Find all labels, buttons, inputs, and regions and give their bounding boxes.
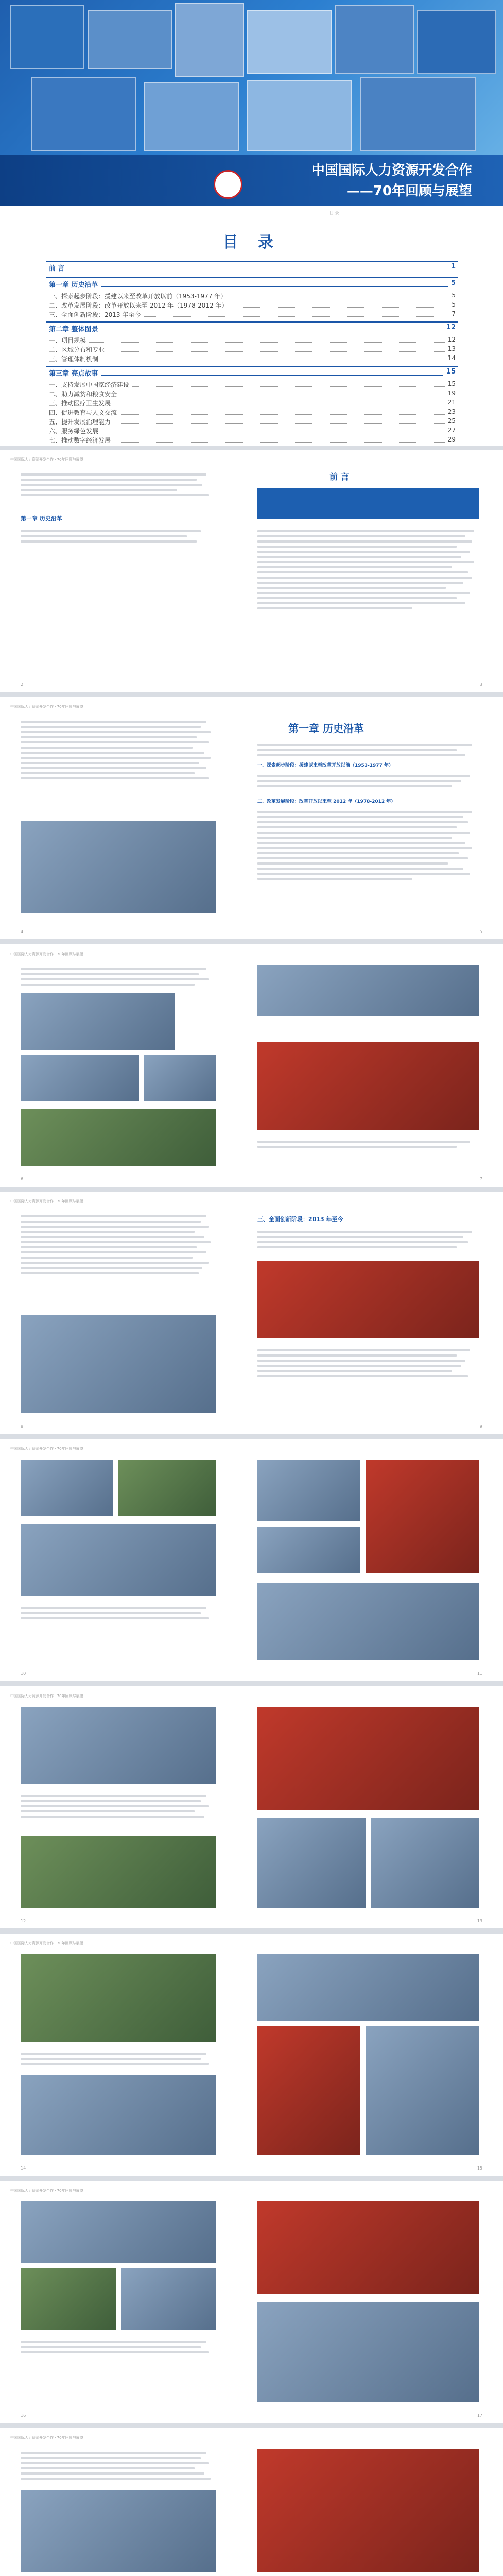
cover-photo — [88, 10, 172, 69]
toc-entry[interactable] — [49, 310, 456, 319]
toc-entry-label: 一、项目规模 — [49, 337, 86, 344]
toc-entry[interactable] — [49, 445, 456, 446]
toc-entry-page: 19 — [447, 389, 456, 397]
text-column — [21, 718, 216, 783]
photo — [366, 2026, 479, 2155]
photo — [21, 2075, 216, 2155]
cover-photo — [360, 77, 476, 151]
toc-leader — [101, 368, 443, 376]
page-number: 6 — [21, 1177, 24, 1181]
toc-leader — [114, 399, 445, 405]
toc-entry-label: 第一章 历史沿革 — [49, 281, 98, 289]
toc-entry-label: 前 言 — [49, 265, 65, 273]
cover-photo — [247, 10, 332, 74]
page-number: 5 — [479, 929, 482, 934]
toc-entry-page: 27 — [447, 427, 456, 434]
photo — [21, 993, 175, 1050]
photo — [21, 2268, 116, 2330]
toc-leader — [101, 279, 448, 287]
toc-entry-page: 15 — [447, 380, 456, 387]
toc-entry-page: 5 — [450, 279, 456, 287]
photo — [144, 1055, 216, 1101]
ceremony-photo — [257, 1042, 479, 1130]
photo — [21, 1707, 216, 1784]
photo-spread-4 — [0, 1934, 503, 2176]
photo — [21, 1055, 139, 1101]
photo — [21, 1524, 216, 1596]
toc-leader — [101, 324, 443, 331]
toc-entry-label — [49, 445, 117, 446]
photo — [257, 1460, 360, 1521]
page-number: 13 — [477, 1919, 482, 1923]
toc-entry-label: 三、管理体制机制 — [49, 355, 99, 363]
page-number: 9 — [479, 1424, 482, 1429]
photo — [257, 2302, 479, 2402]
section-title: 三、全面创新阶段：2013 年至今 — [257, 1216, 343, 1223]
text-column — [21, 1604, 216, 1622]
photo — [21, 1836, 216, 1908]
toc-leader — [68, 263, 448, 270]
toc-leader — [120, 408, 445, 415]
photo — [257, 2449, 479, 2572]
photo-spread-3 — [0, 1686, 503, 1928]
page-header: 中国国际人力资源开发合作 · 70年回顾与展望 — [10, 1694, 83, 1698]
photo — [118, 1460, 216, 1516]
toc-entry-label: 七、推动数字经济发展 — [49, 437, 111, 444]
page-number: 8 — [21, 1424, 24, 1429]
toc-entry-label: 六、服务绿色发展 — [49, 428, 99, 435]
text-column — [21, 2049, 216, 2068]
toc-entry[interactable] — [49, 408, 456, 417]
text-column — [257, 1228, 479, 1251]
cover-title: 中国国际人力资源开发合作 — [311, 163, 472, 178]
cover-page — [0, 0, 503, 206]
toc-entry[interactable] — [49, 354, 456, 363]
page-number: 10 — [21, 1671, 26, 1676]
photo-spread-2 — [0, 1439, 503, 1681]
page-header: 中国国际人力资源开发合作 · 70年回顾与展望 — [10, 457, 83, 462]
text-column — [257, 527, 479, 613]
toc-entry[interactable] — [49, 399, 456, 408]
toc-entry[interactable] — [49, 417, 456, 426]
toc-entry-page: 12 — [447, 336, 456, 343]
photo — [371, 1818, 479, 1908]
text-spread-1 — [0, 1192, 503, 1434]
logo-icon — [214, 170, 242, 199]
toc-leader — [144, 310, 448, 317]
toc-entry-page: 21 — [447, 399, 456, 406]
preface-quote-box — [257, 488, 479, 519]
page-number: 11 — [477, 1671, 482, 1676]
toc-entry-label: 二、区域分布和专业 — [49, 346, 105, 353]
photo — [21, 1109, 216, 1166]
photo — [257, 2026, 360, 2155]
toc-leader — [231, 301, 448, 308]
toc-leader — [132, 380, 445, 387]
chapter-label: 第一章 历史沿革 — [21, 515, 62, 522]
toc-entry[interactable] — [49, 263, 456, 273]
toc-leader — [114, 417, 445, 424]
cover-photo — [417, 10, 496, 74]
page-header: 中国国际人力资源开发合作 · 70年回顾与展望 — [10, 2436, 83, 2440]
toc-entry[interactable] — [49, 292, 456, 300]
page-number: 12 — [21, 1919, 26, 1923]
toc-entry-page: 13 — [447, 345, 456, 352]
photo — [257, 1527, 360, 1573]
chapter1-spread — [0, 697, 503, 939]
text-column — [21, 1212, 216, 1277]
photo — [21, 1954, 216, 2042]
cover-photo — [335, 5, 414, 74]
text-column — [21, 470, 216, 499]
toc-entry[interactable] — [49, 436, 456, 445]
toc-rule — [46, 277, 458, 278]
toc-entry-label: 一、支持发展中国家经济建设 — [49, 381, 130, 388]
page-number: 15 — [477, 2166, 482, 2171]
toc-leader — [120, 389, 445, 396]
cover-photo — [175, 3, 244, 77]
page-number: 4 — [21, 929, 24, 934]
toc-entry[interactable] — [49, 427, 456, 435]
toc-entry-page: 25 — [447, 417, 456, 425]
preface-spread — [0, 450, 503, 692]
page-number: 14 — [21, 2166, 26, 2171]
toc-entry-label: 一、探索起步阶段：援建以来至改革开放以前（1953-1977 年） — [49, 293, 227, 300]
toc-entry[interactable] — [49, 324, 456, 333]
text-column — [257, 1346, 479, 1380]
preface-title: 前 言 — [329, 472, 349, 482]
toc-entry-label: 二、改革发展阶段：改革开放以来至 2012 年（1978-2012 年） — [49, 302, 228, 309]
toc-entry-label: 三、全面创新阶段：2013 年至今 — [49, 311, 141, 318]
toc-heading: 目 录 — [222, 233, 281, 251]
page-header: 中国国际人力资源开发合作 · 70年回顾与展望 — [10, 2189, 83, 2193]
toc-entry-label: 第二章 整体图景 — [49, 326, 98, 333]
toc-page — [0, 206, 503, 446]
cover-photo — [10, 5, 84, 69]
page-number: 2 — [21, 682, 24, 687]
photo — [257, 1707, 479, 1810]
photo — [21, 1460, 113, 1516]
toc-top-note: 目 录 — [329, 211, 339, 215]
toc-rule — [46, 366, 458, 367]
toc-entry[interactable] — [49, 389, 456, 398]
text-column — [21, 527, 216, 546]
text-column — [21, 2449, 216, 2483]
toc-entry-label: 五、提升发展治理能力 — [49, 418, 111, 426]
text-column — [257, 772, 479, 790]
section-title: 二、改革发展阶段：改革开放以来至 2012 年（1978-2012 年） — [257, 799, 396, 804]
toc-entry-page: 7 — [452, 310, 456, 317]
photo — [257, 2201, 479, 2294]
cover-photo — [144, 82, 239, 151]
toc-rule — [46, 321, 458, 323]
toc-entry[interactable] — [49, 279, 456, 289]
toc-entry-page: 1 — [450, 263, 456, 270]
section-title: 一、探索起步阶段：援建以来至改革开放以前（1953-1977 年） — [257, 763, 393, 768]
toc-entry-page: 23 — [447, 408, 456, 415]
photo-spread-1 — [0, 944, 503, 1187]
toc-leader — [89, 336, 445, 343]
toc-entry[interactable] — [49, 368, 456, 378]
photo — [257, 965, 479, 1016]
toc-rule — [46, 261, 458, 262]
toc-entry-label: 三、推动医疗卫生发展 — [49, 400, 111, 407]
page-header: 中国国际人力资源开发合作 · 70年回顾与展望 — [10, 1941, 83, 1945]
page-number: 16 — [21, 2413, 26, 2418]
photo — [257, 1954, 479, 2021]
toc-leader — [101, 354, 445, 361]
toc-entry-page — [448, 445, 456, 446]
cover-photo — [31, 77, 136, 151]
chapter-title: 第一章 历史沿革 — [288, 722, 364, 735]
toc-leader — [101, 427, 445, 433]
toc-entry-page: 29 — [447, 436, 456, 443]
toc-entry[interactable] — [49, 345, 456, 354]
text-column — [21, 965, 216, 989]
toc-entry-label: 二、助力减贫和粮食安全 — [49, 391, 117, 398]
photo — [257, 1261, 479, 1338]
cover-photo — [247, 80, 352, 151]
toc-entry[interactable] — [49, 336, 456, 345]
photo — [21, 1315, 216, 1413]
photo — [257, 1818, 366, 1908]
page-header: 中国国际人力资源开发合作 · 70年回顾与展望 — [10, 1199, 83, 1204]
text-column — [21, 1792, 216, 1821]
photo — [21, 2490, 216, 2572]
page-number: 7 — [479, 1177, 482, 1181]
toc-entry-page: 12 — [446, 324, 456, 331]
toc-entry-label: 四、促进教育与人文交流 — [49, 409, 117, 416]
page-header: 中国国际人力资源开发合作 · 70年回顾与展望 — [10, 1447, 83, 1451]
toc-entry-page: 15 — [446, 368, 456, 376]
toc-leader — [120, 445, 444, 446]
toc-leader — [114, 436, 445, 443]
page-header: 中国国际人力资源开发合作 · 70年回顾与展望 — [10, 952, 83, 956]
photo — [366, 1460, 479, 1573]
photo-spread-5 — [0, 2181, 503, 2423]
toc-leader — [108, 345, 445, 352]
text-column — [21, 2338, 216, 2357]
toc-leader — [230, 292, 448, 298]
text-spread-2 — [0, 2428, 503, 2576]
toc-entry[interactable] — [49, 301, 456, 310]
photo — [121, 2268, 216, 2330]
text-column — [257, 808, 479, 883]
cover-subtitle: ——70年回顾与展望 — [346, 183, 472, 199]
photo — [257, 1583, 479, 1660]
page-number: 17 — [477, 2413, 482, 2418]
toc-entry-page: 5 — [452, 301, 456, 308]
text-column — [257, 1138, 479, 1151]
historic-photo — [21, 821, 216, 913]
toc-entry-page: 14 — [447, 354, 456, 362]
text-column — [257, 741, 479, 759]
page-number: 3 — [479, 682, 482, 687]
page-header: 中国国际人力资源开发合作 · 70年回顾与展望 — [10, 705, 83, 709]
toc-entry-page: 5 — [452, 292, 456, 299]
toc-entry-label: 第三章 亮点故事 — [49, 370, 98, 378]
photo — [21, 2201, 216, 2263]
toc-entry[interactable] — [49, 380, 456, 389]
